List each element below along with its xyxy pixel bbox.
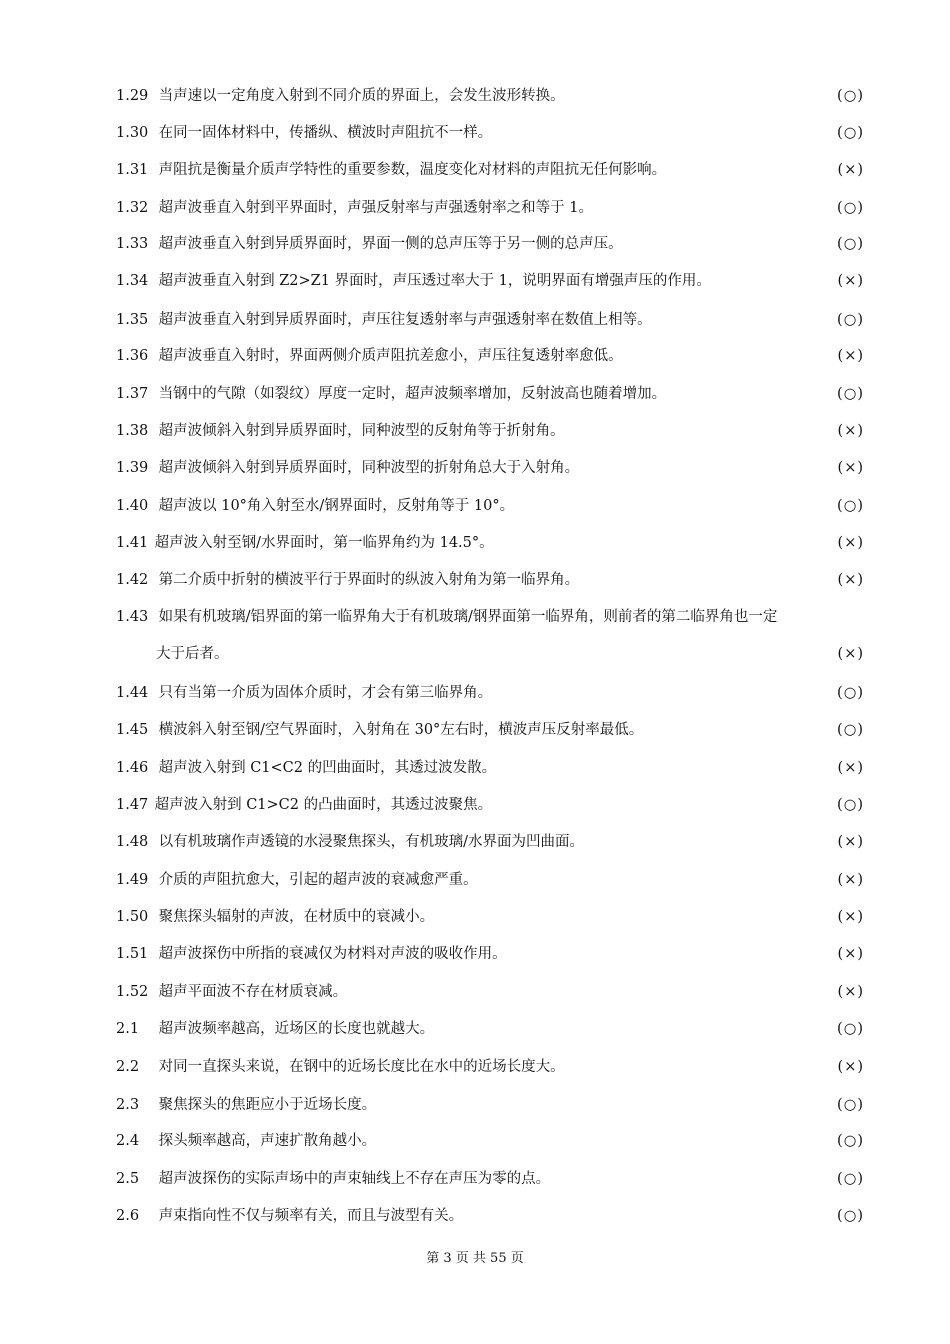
question-text-continued: 大于后者。	[156, 646, 229, 662]
answer-mark: (×)	[837, 535, 864, 551]
question-number: 2.3	[116, 1097, 140, 1113]
question-item	[116, 533, 864, 553]
question-item	[116, 570, 864, 590]
question-number: 1.50	[116, 909, 149, 925]
question-item	[116, 384, 864, 404]
question-number: 1.51	[116, 946, 149, 962]
question-item	[116, 234, 864, 254]
question-number: 1.44	[116, 685, 149, 701]
question-text: 声阻抗是衡量介质声学特性的重要参数，温度变化对材料的声阻抗无任何影响。	[158, 162, 667, 178]
question-text: 以有机玻璃作声透镜的水浸聚焦探头，有机玻璃/水界面为凹曲面。	[158, 834, 584, 850]
question-text: 介质的声阻抗愈大，引起的超声波的衰减愈严重。	[158, 872, 478, 888]
question-number: 1.46	[116, 760, 149, 776]
question-text: 当声速以一定角度入射到不同介质的界面上，会发生波形转换。	[158, 88, 565, 104]
question-item	[116, 1019, 864, 1039]
question-item	[116, 795, 864, 815]
question-item	[116, 458, 864, 478]
question-item	[116, 720, 864, 740]
question-text: 超声波探伤的实际声场中的声束轴线上不存在声压为零的点。	[158, 1171, 551, 1187]
question-text: 只有当第一介质为固体介质时，才会有第三临界角。	[158, 685, 493, 701]
question-item	[116, 1095, 864, 1115]
answer-mark: (×)	[837, 872, 864, 888]
question-item	[116, 870, 864, 890]
question-number: 2.5	[116, 1171, 140, 1187]
question-number: 1.48	[116, 834, 149, 850]
question-number: 1.38	[116, 423, 149, 439]
question-number: 1.52	[116, 984, 149, 1000]
question-text: 探头频率越高，声速扩散角越小。	[158, 1133, 377, 1149]
question-text: 当钢中的气隙（如裂纹）厚度一定时，超声波频率增加，反射波高也随着增加。	[158, 386, 667, 402]
question-text: 如果有机玻璃/铝界面的第一临界角大于有机玻璃/钢界面第一临界角，则前者的第二临界角也一定	[158, 609, 778, 625]
question-item	[116, 271, 864, 291]
answer-mark: (×)	[837, 1059, 864, 1075]
question-item	[116, 86, 864, 106]
answer-mark: (○)	[837, 200, 864, 216]
answer-mark: (×)	[837, 834, 864, 850]
question-number: 1.35	[116, 312, 149, 328]
question-item	[116, 907, 864, 927]
answer-mark: (×)	[837, 423, 864, 439]
answer-mark: (○)	[837, 722, 864, 738]
question-text: 超声波探伤中所指的衰减仅为材料对声波的吸收作用。	[158, 946, 507, 962]
question-number: 2.2	[116, 1059, 140, 1075]
answer-mark: (×)	[837, 572, 864, 588]
question-text: 超声平面波不存在材质衰减。	[158, 984, 348, 1000]
answer-mark: (×)	[837, 946, 864, 962]
question-item	[116, 758, 864, 778]
question-number: 1.29	[116, 88, 149, 104]
question-number: 1.43	[116, 609, 149, 625]
answer-mark: (×)	[837, 348, 864, 364]
question-text: 超声波倾斜入射到异质界面时，同种波型的反射角等于折射角。	[158, 423, 565, 439]
answer-mark: (○)	[837, 312, 864, 328]
question-item	[116, 683, 864, 703]
answer-mark: (×)	[837, 646, 864, 662]
question-number: 1.36	[116, 348, 149, 364]
answer-mark: (○)	[837, 498, 864, 514]
answer-mark: (○)	[837, 1133, 864, 1149]
question-text: 超声波垂直入射时，界面两侧介质声阻抗差愈小，声压往复透射率愈低。	[158, 348, 623, 364]
question-text: 超声波垂直入射到异质界面时，声压往复透射率与声强透射率在数值上相等。	[158, 312, 652, 328]
question-item	[116, 123, 864, 143]
question-item	[116, 1206, 864, 1226]
question-text: 聚焦探头的焦距应小于近场长度。	[158, 1097, 377, 1113]
question-number: 1.31	[116, 162, 149, 178]
question-text: 超声波入射至钢/水界面时，第一临界角约为 14.5°。	[154, 535, 494, 551]
answer-mark: (×)	[837, 760, 864, 776]
question-item	[116, 496, 864, 516]
question-text: 对同一直探头来说，在钢中的近场长度比在水中的近场长度大。	[158, 1059, 565, 1075]
page-footer: 第 3 页 共 55 页	[426, 1251, 524, 1266]
answer-mark: (○)	[837, 1171, 864, 1187]
answer-mark: (○)	[837, 386, 864, 402]
question-number: 2.4	[116, 1133, 140, 1149]
question-text: 在同一固体材料中，传播纵、横波时声阻抗不一样。	[158, 125, 493, 141]
answer-mark: (○)	[837, 88, 864, 104]
question-text: 超声波以 10°角入射至水/钢界面时，反射角等于 10°。	[158, 498, 515, 514]
answer-mark: (○)	[837, 797, 864, 813]
question-item	[116, 160, 864, 180]
question-text: 超声波入射到 C1>C2 的凸曲面时，其透过波聚焦。	[154, 797, 493, 813]
question-item	[116, 982, 864, 1002]
question-text: 声束指向性不仅与频率有关，而且与波型有关。	[158, 1208, 464, 1224]
question-number: 2.1	[116, 1021, 140, 1037]
question-number: 1.45	[116, 722, 149, 738]
question-number: 1.41	[116, 535, 149, 551]
question-number: 1.34	[116, 273, 149, 289]
question-number: 1.39	[116, 460, 149, 476]
answer-mark: (×)	[837, 162, 864, 178]
question-number: 1.40	[116, 498, 149, 514]
question-item	[116, 198, 864, 218]
question-text: 聚焦探头辐射的声波，在材质中的衰减小。	[158, 909, 435, 925]
answer-mark: (×)	[837, 273, 864, 289]
question-number: 1.32	[116, 200, 149, 216]
answer-mark: (○)	[837, 1021, 864, 1037]
question-text: 超声波垂直入射到平界面时，声强反射率与声强透射率之和等于 1。	[158, 200, 593, 216]
question-text: 超声波入射到 C1<C2 的凹曲面时，其透过波发散。	[158, 760, 497, 776]
question-text: 第二介质中折射的横波平行于界面时的纵波入射角为第一临界角。	[158, 572, 580, 588]
question-text: 超声波垂直入射到 Z2>Z1 界面时，声压透过率大于 1，说明界面有增强声压的作用。	[158, 273, 711, 289]
answer-mark: (○)	[837, 1097, 864, 1113]
answer-mark: (×)	[837, 909, 864, 925]
answer-mark: (×)	[837, 460, 864, 476]
question-text: 超声波倾斜入射到异质界面时，同种波型的折射角总大于入射角。	[158, 460, 580, 476]
question-item	[116, 346, 864, 366]
question-number: 1.30	[116, 125, 149, 141]
answer-mark: (×)	[837, 984, 864, 1000]
question-number: 1.42	[116, 572, 149, 588]
question-item	[116, 832, 864, 852]
question-item	[116, 310, 864, 330]
question-number: 1.37	[116, 386, 149, 402]
question-item	[116, 1169, 864, 1189]
question-item	[116, 421, 864, 441]
question-number: 1.33	[116, 236, 149, 252]
question-text: 超声波垂直入射到异质界面时，界面一侧的总声压等于另一侧的总声压。	[158, 236, 623, 252]
question-number: 1.49	[116, 872, 149, 888]
answer-mark: (○)	[837, 685, 864, 701]
question-text: 横波斜入射至钢/空气界面时，入射角在 30°左右时，横波声压反射率最低。	[158, 722, 644, 738]
question-item	[116, 607, 864, 662]
answer-mark: (○)	[837, 1208, 864, 1224]
question-item	[116, 1131, 864, 1151]
question-item	[116, 1057, 864, 1077]
answer-mark: (○)	[837, 236, 864, 252]
question-text: 超声波频率越高，近场区的长度也就越大。	[158, 1021, 435, 1037]
question-number: 1.47	[116, 797, 149, 813]
question-item	[116, 944, 864, 964]
question-number: 2.6	[116, 1208, 140, 1224]
answer-mark: (○)	[837, 125, 864, 141]
